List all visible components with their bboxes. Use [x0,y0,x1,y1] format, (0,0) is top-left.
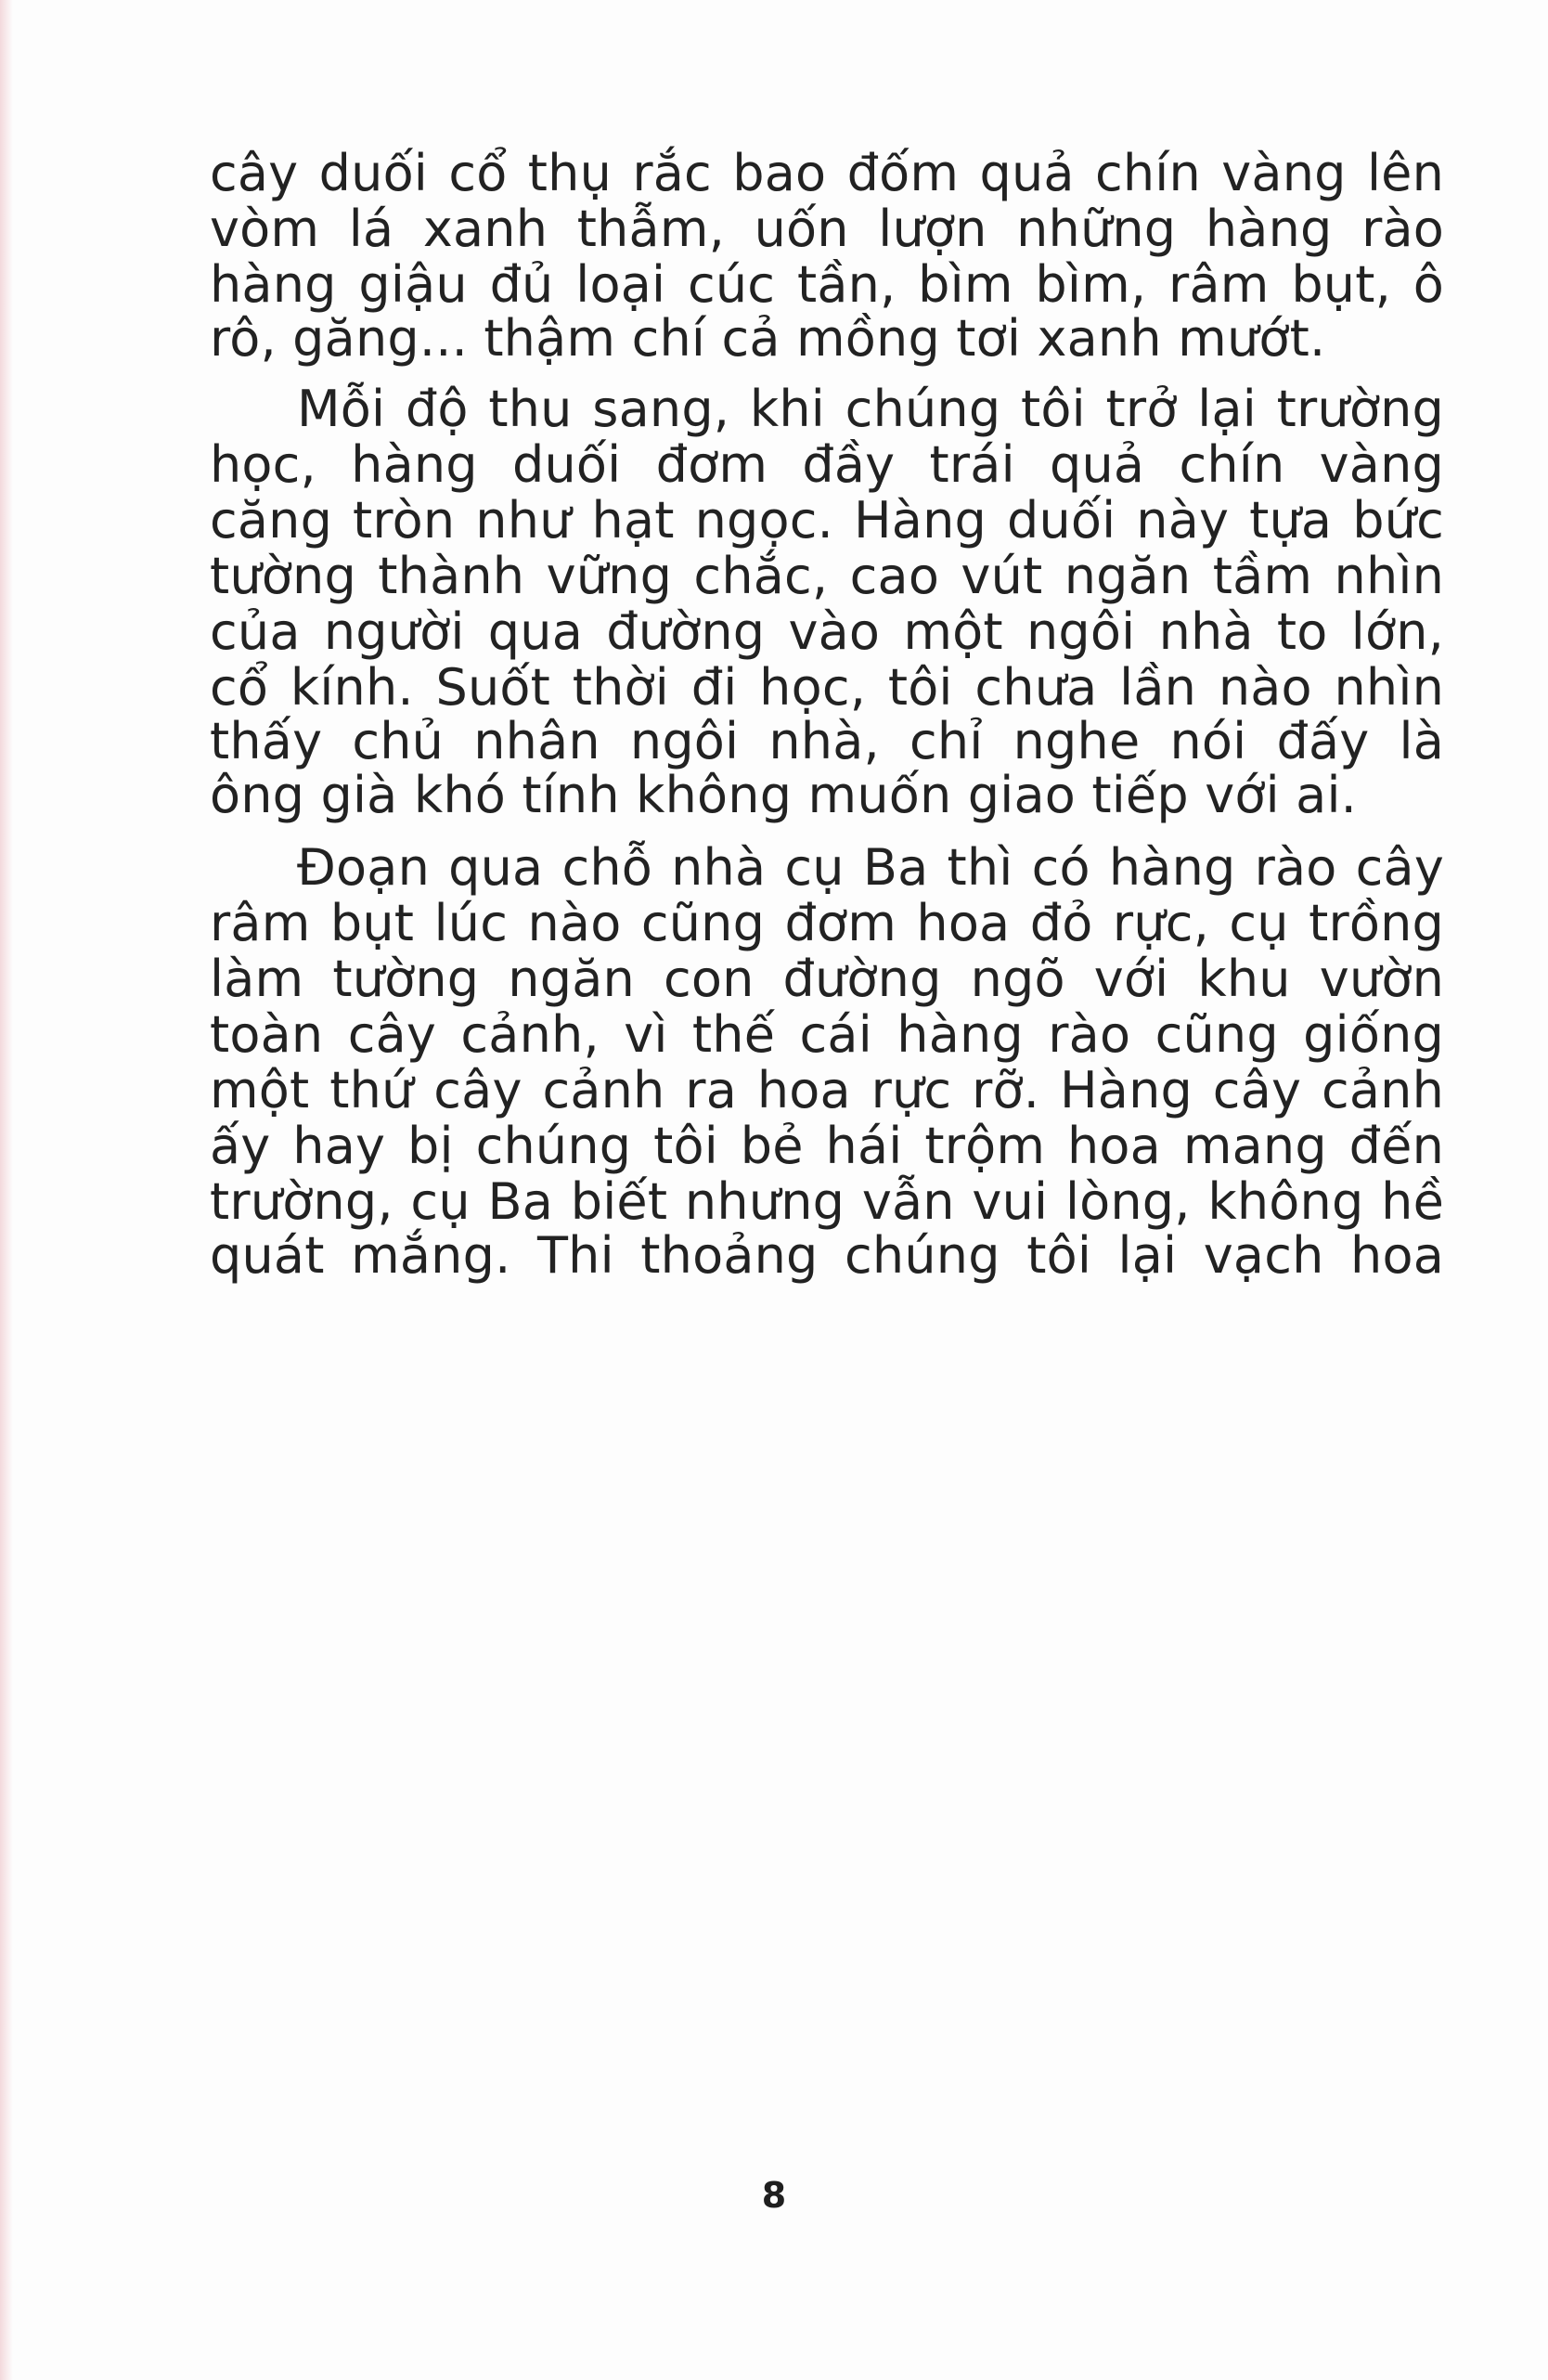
page-number: 8 [761,2175,787,2216]
text-line: cây duối cổ thụ rắc bao đốm quả chín vàng lên [210,144,1444,202]
text-line: một thứ cây cảnh ra hoa rực rỡ. Hàng cây cảnh [210,1061,1444,1119]
text-line: làm tường ngăn con đường ngõ với khu vườn [210,950,1444,1008]
text-line: vòm lá xanh thẫm, uốn lượn những hàng rào [210,200,1444,258]
text-line: căng tròn như hạt ngọc. Hàng duối này tựa bức [210,491,1444,550]
text-line: toàn cây cảnh, vì thế cái hàng rào cũng giống [210,1005,1444,1064]
text-line: ông già khó tính không muốn giao tiếp với ai. [210,766,1358,824]
text-line: học, hàng duối đơm đầy trái quả chín vàng [210,435,1444,494]
text-line: trường, cụ Ba biết nhưng vẫn vui lòng, không hề [210,1172,1444,1231]
text-line: hàng giậu đủ loại cúc tần, bìm bìm, râm bụt, ô [210,255,1444,314]
text-line: tường thành vững chắc, cao vút ngăn tầm nhìn [210,547,1444,605]
text-line: ấy hay bị chúng tôi bẻ hái trộm hoa mang đến [210,1117,1444,1175]
text-line: quát mắng. Thi thoảng chúng tôi lại vạch hoa [210,1226,1444,1285]
text-line: Đoạn qua chỗ nhà cụ Ba thì có hàng rào cây [297,838,1444,897]
text-line: Mỗi độ thu sang, khi chúng tôi trở lại trường [297,380,1444,438]
text-line: thấy chủ nhân ngôi nhà, chỉ nghe nói đấy là [210,712,1444,770]
text-line: râm bụt lúc nào cũng đơm hoa đỏ rực, cụ trồng [210,894,1444,952]
text-line: của người qua đường vào một ngôi nhà to lớn, [210,602,1444,661]
text-line: cổ kính. Suốt thời đi học, tôi chưa lần nào nhìn [210,658,1444,717]
text-line: rô, găng... thậm chí cả mồng tơi xanh mướt. [210,309,1326,368]
